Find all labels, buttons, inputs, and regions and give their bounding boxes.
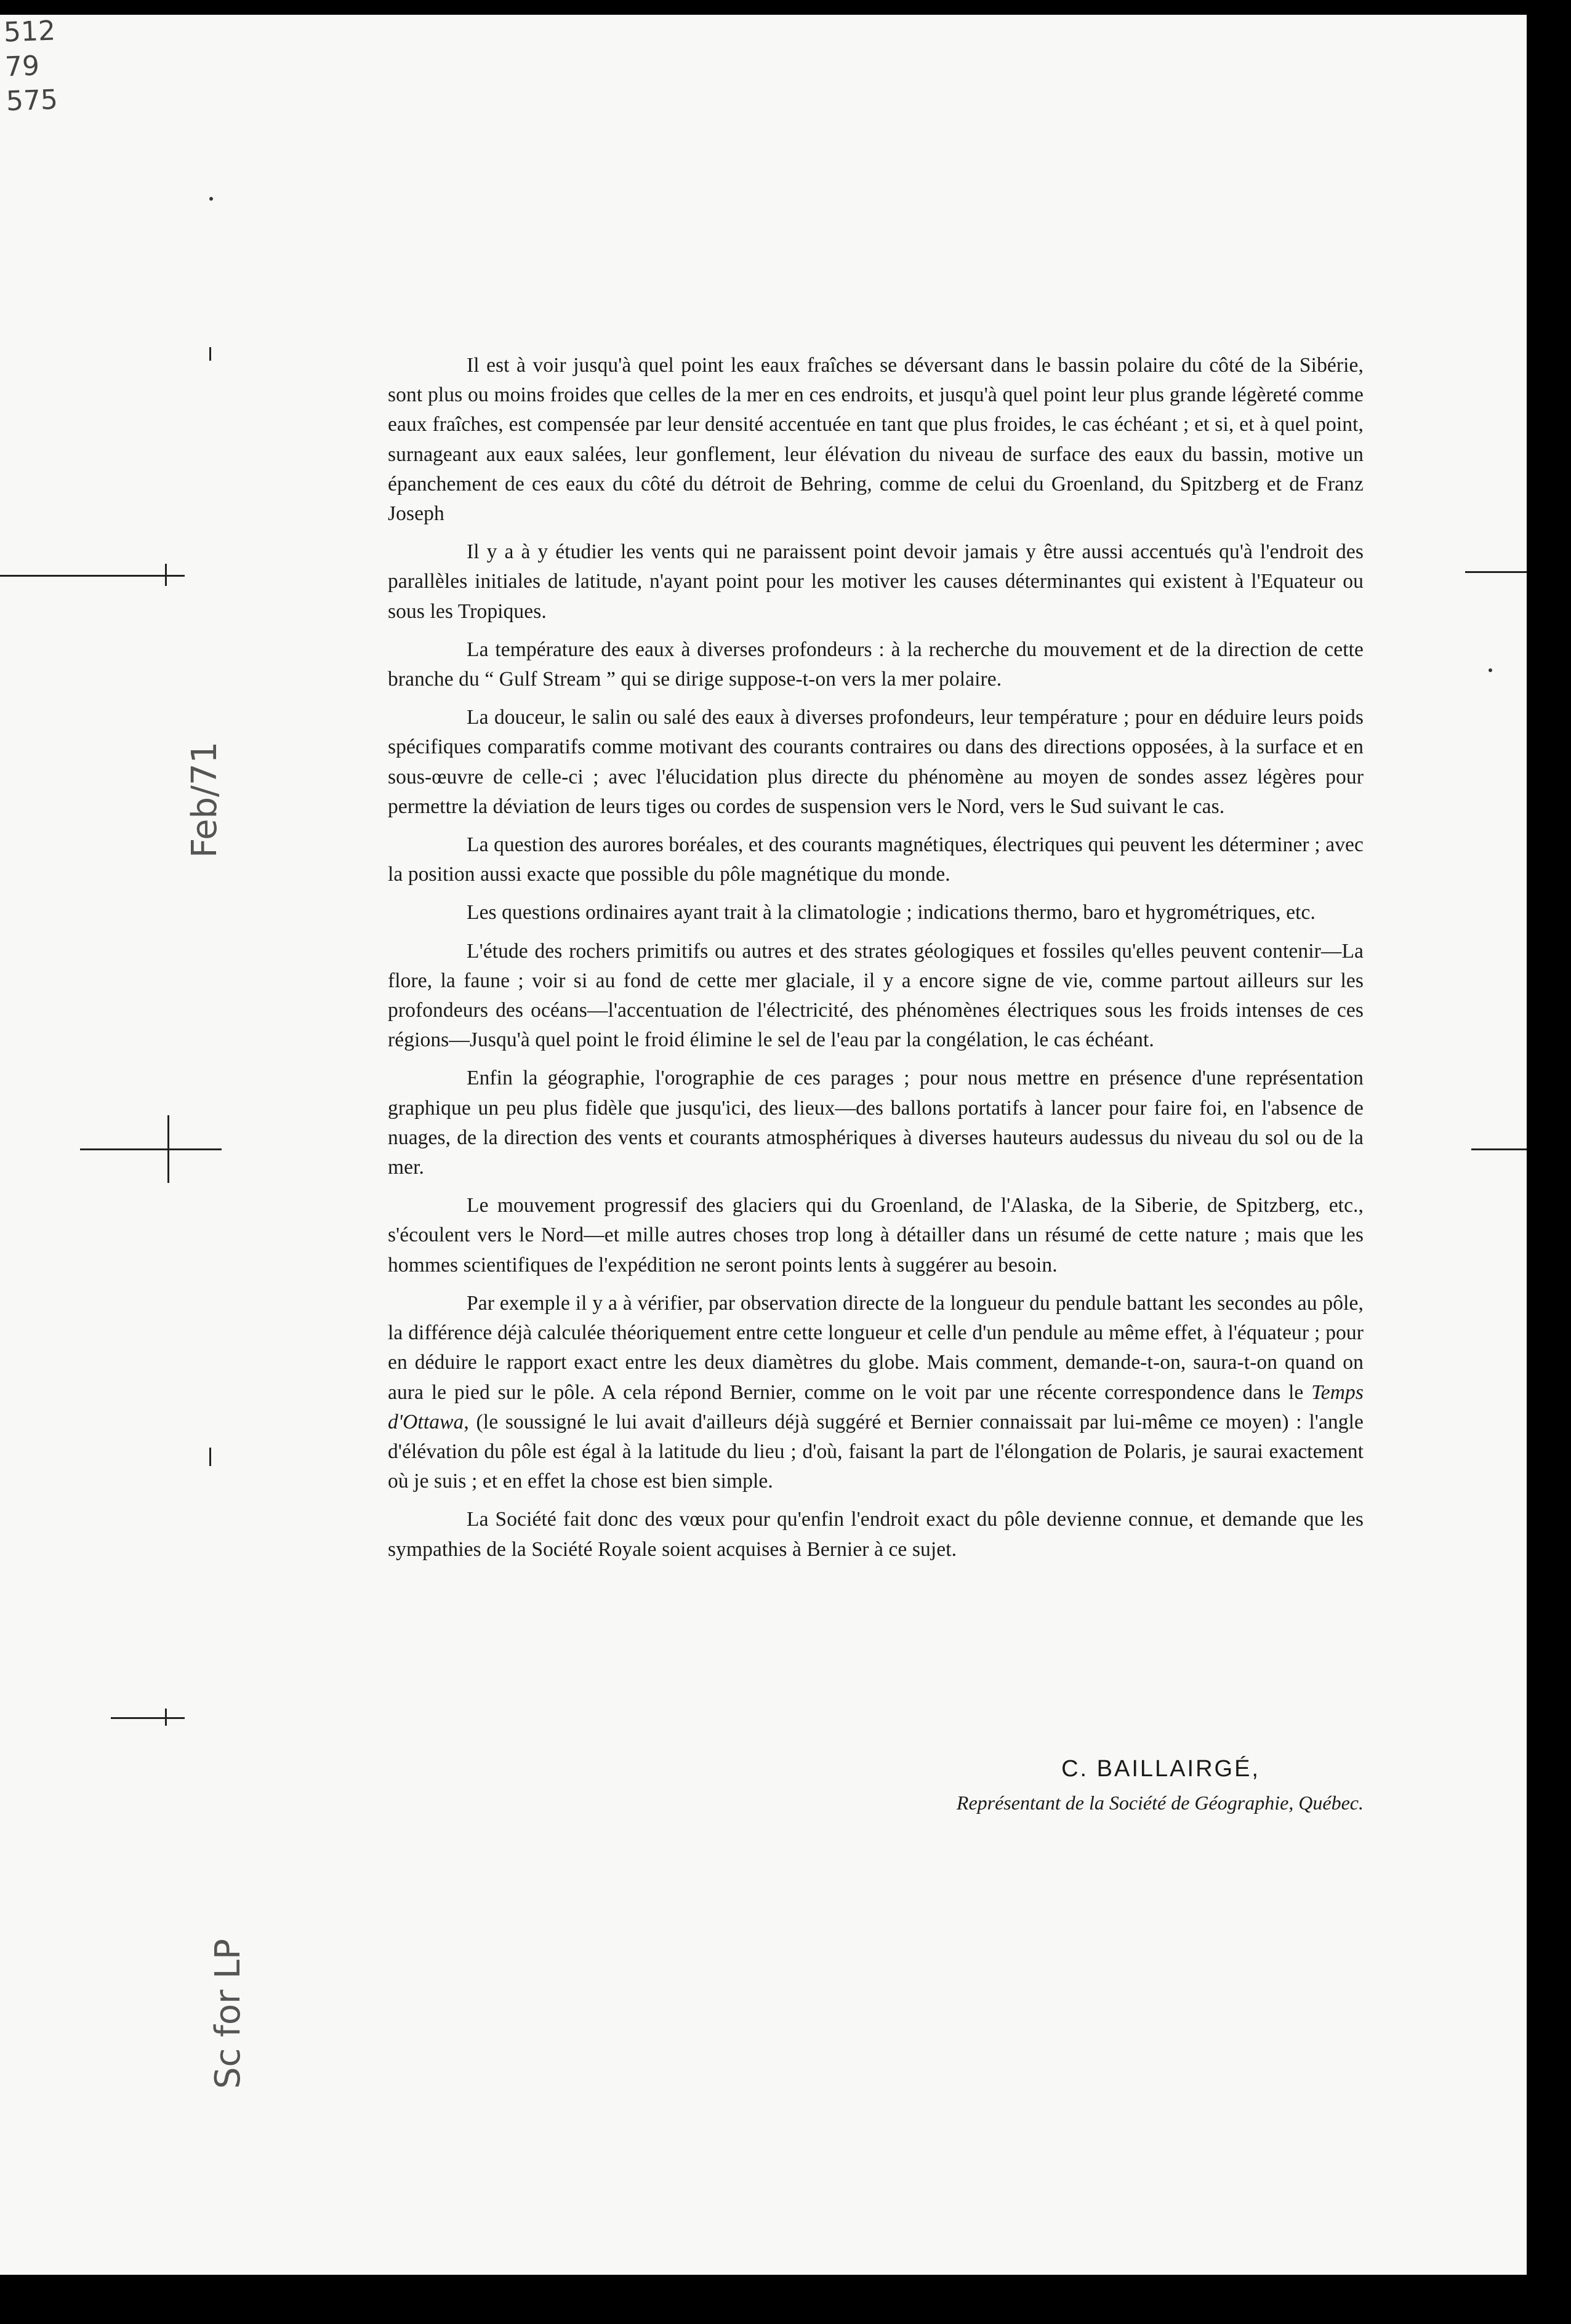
side-handwritten-note: Feb/71 <box>185 741 225 858</box>
fold-mark <box>0 575 185 577</box>
paragraph-pendulum <box>388 1289 1364 1496</box>
paragraph: Il y a à y étudier les vents qui ne paraissent point devoir jamais y être aussi accentués qu'à l'endroit des parallèles initiales de latitude, n'ayant point pour les motiver les causes déterminantes qui existent à l'Equateur ou sous les Tropiques. <box>388 540 1364 623</box>
paragraph: Les questions ordinaires ayant trait à la climatologie ; indications thermo, baro et hygrométriques, etc. <box>467 901 1316 924</box>
paragraph: La douceur, le salin ou salé des eaux à diverses profondeurs, leur température ; pour en déduire leurs poids spécifiques comparatifs comme motivant des courants contraires ou dans des directions opposées, à la surface et en sous-œuvre de celle-ci ; avec l'élucidation plus directe du phénomène au moyen de sondes assez légères pour permettre la déviation de leurs tiges ou cordes de suspension vers le Nord, vers le Sud suivant le cas. <box>388 706 1364 818</box>
paragraph: Le mouvement progressif des glaciers qui du Groenland, de l'Alaska, de la Siberie, de Spitzberg, etc., s'écoulent vers le Nord—et mille autres choses trop long à détailler dans un résumé de cette nature ; mais que les hommes scientifiques de l'expédition ne seront points lents à suggérer au besoin. <box>388 1194 1364 1276</box>
paragraph-closing: La Société fait donc des vœux pour qu'enfin l'endroit exact du pôle devienne connue, et demande que les sympathies de la Société Royale soient acquises à Bernier à ce sujet. <box>388 1508 1364 1561</box>
scan-mark <box>209 1448 211 1466</box>
corner-handwritten-note <box>3 15 58 119</box>
scan-speck <box>209 197 213 201</box>
paragraph: L'étude des rochers primitifs ou autres et des strates géologiques et fossiles qu'elles peuvent contenir—La flore, la faune ; voir si au fond de cette mer glaciale, il y a encore signe de vie, comme partout ailleurs sur les profondeurs des océans—l'accentuation de l'électricité, des phénomènes électriques sous les froids intenses de ces régions—Jusqu'à quel point le froid élimine le sel de l'eau par la congélation, le cas échéant. <box>388 939 1364 1052</box>
side-handwritten-note: Sc for LP <box>208 1939 248 2089</box>
corner-note-line: 79 <box>4 50 40 83</box>
document-page <box>0 15 1527 2275</box>
fold-tick <box>167 1115 169 1183</box>
fold-mark <box>111 1717 185 1719</box>
fold-mark <box>1471 1148 1527 1150</box>
paragraph-text: Par exemple il y a à vérifier, par observation directe de la longueur du pendule battant les secondes au pôle, la différence déjà calculée théoriquement entre cette longueur et celle d'un pendule au même effet, à l'équateur ; pour en déduire le rapport exact entre les deux diamètres du globe. Mais comment, demande-t-on, saura-t-on quand on aura le pied sur le pôle. A cela répond Bernier, comme on le voit par une récente correspondence dans le <box>388 1291 1364 1404</box>
paragraph-text: , (le soussigné le lui avait d'ailleurs déjà suggéré et Bernier connaissait par lui-même ce moyen) : l'angle d'élévation du pôle est égal à la latitude du lieu ; d'où, faisant la part de l'élongation de Polaris, je saurai exactement où je suis ; et en effet la chose est bien simple. <box>388 1410 1364 1493</box>
scan-mark <box>209 347 211 361</box>
signature-block <box>800 1750 1364 1818</box>
paragraph: La température des eaux à diverses profondeurs : à la recherche du mouvement et de la direction de cette branche du “ Gulf Stream ” qui se dirige suppose-t-on vers la mer polaire. <box>388 638 1364 691</box>
paragraph: Il est à voir jusqu'à quel point les eaux fraîches se déversant dans le bassin polaire du côté de la Sibérie, sont plus ou moins froides que celles de la mer en ces endroits, et jusqu'à quel point leur plus grande légèreté comme eaux fraîches, est compensée par leur densité accentuée en tant que plus froides, le cas échéant ; et si, et à quel point, surnageant aux eaux salées, leur gonflement, leur élévation du niveau de surface des eaux du bassin, motive un épanchement de ces eaux du côté du détroit de Behring, comme de celui du Groenland, du Spitzberg et de Franz Joseph <box>388 354 1364 526</box>
fold-tick <box>165 564 167 586</box>
signatory-title: Représentant de la Société de Géographie, Québec. <box>956 1792 1364 1814</box>
fold-mark <box>1465 571 1527 573</box>
corner-note-line: 512 <box>3 15 56 49</box>
newspaper-title: Temps d'Ottawa <box>388 1380 1364 1433</box>
scan-speck <box>1489 668 1492 672</box>
signatory-name: C. BAILLAIRGÉ, <box>1061 1756 1260 1782</box>
paragraph: La question des aurores boréales, et des courants magnétiques, électriques qui peuvent les déterminer ; avec la position aussi exacte que possible du pôle magnétique du monde. <box>388 833 1364 886</box>
fold-mark <box>80 1148 222 1150</box>
body-text <box>388 351 1364 1573</box>
paragraph: Enfin la géographie, l'orographie de ces parages ; pour nous mettre en présence d'une représentation graphique un peu plus fidèle que jusqu'ici, des lieux—des ballons portatifs à lancer pour faire foi, en l'absence de nuages, de la direction des vents et courants atmosphériques à diverses hauteurs audessus du niveau du sol ou de la mer. <box>388 1067 1364 1179</box>
corner-note-line: 575 <box>6 84 58 118</box>
fold-tick <box>165 1709 167 1726</box>
